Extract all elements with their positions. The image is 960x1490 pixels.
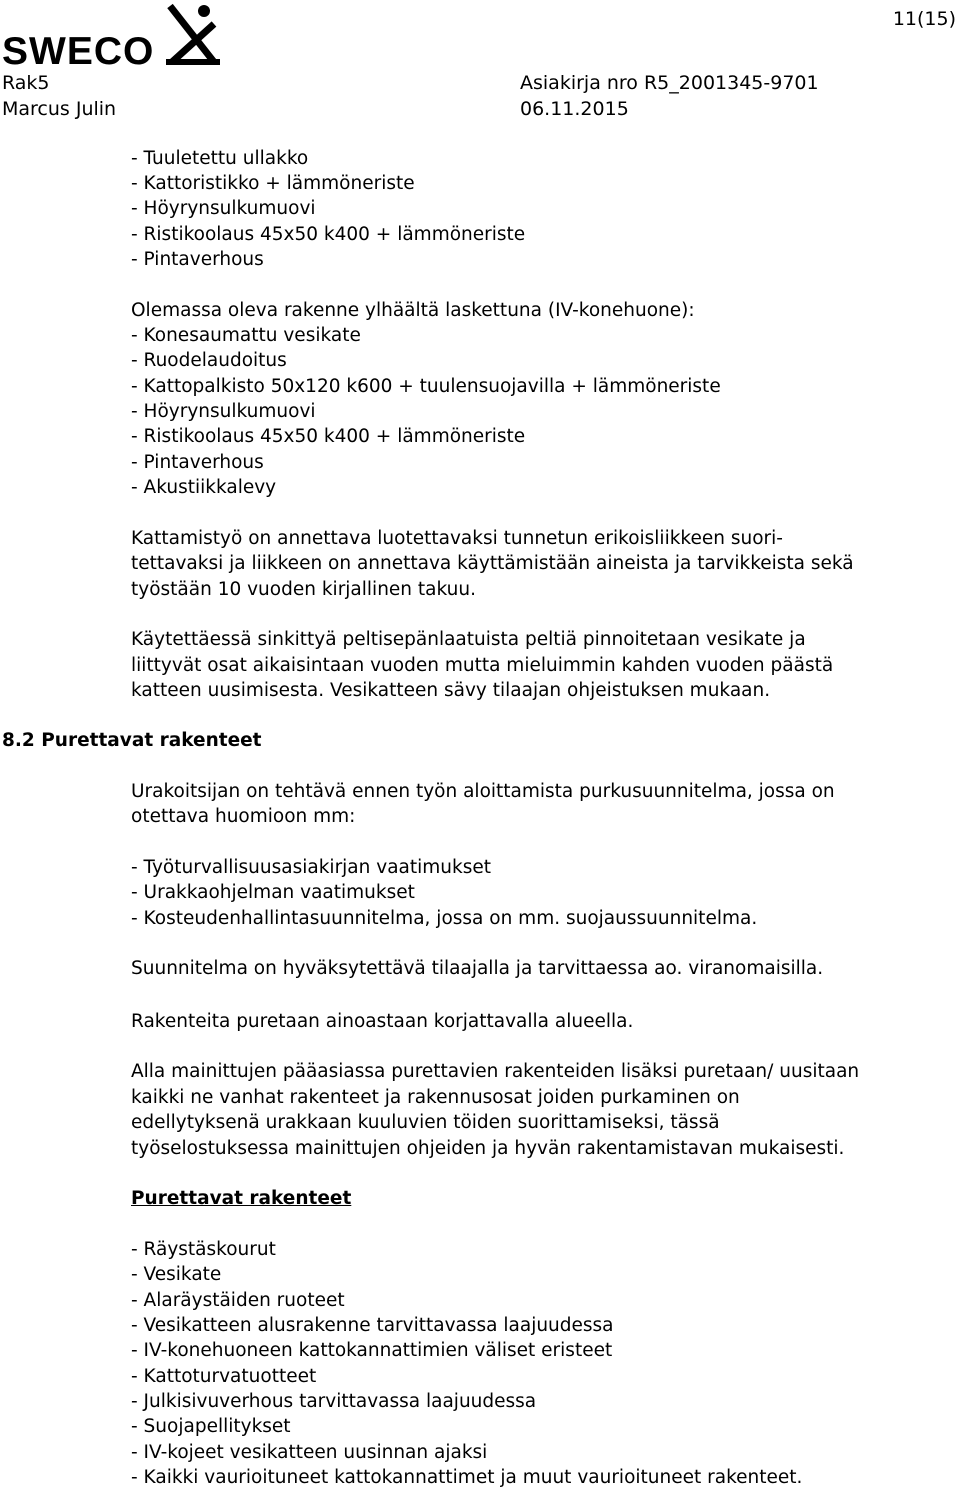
list-item: - Ristikoolaus 45x50 k400 + lämmöneriste bbox=[131, 426, 526, 447]
list-item: - Kattopalkisto 50x120 k600 + tuulensuojavilla + lämmöneriste bbox=[131, 376, 721, 397]
list-item: - Konesaumattu vesikate bbox=[131, 325, 361, 346]
paragraph-line: työstään 10 vuoden kirjallinen takuu. bbox=[131, 579, 476, 600]
paragraph-line: Käytettäessä sinkittyä peltisepänlaatuista peltiä pinnoitetaan vesikate ja bbox=[131, 629, 806, 650]
list-item: - Ruodelaudoitus bbox=[131, 350, 287, 371]
paragraph-line: tettavaksi ja liikkeen on annettava käyttämistään aineista ja tarvikkeista sekä bbox=[131, 553, 854, 574]
paragraph-line: Kattamistyö on annettava luotettavaksi tunnetun erikoisliikkeen suori- bbox=[131, 528, 783, 549]
paragraph-line: Rakenteita puretaan ainoastaan korjattavalla alueella. bbox=[131, 1011, 634, 1032]
list-item: - Alaräystäiden ruoteet bbox=[131, 1290, 345, 1311]
list-item: - Höyrynsulkumuovi bbox=[131, 401, 316, 422]
list-item: - Räystäskourut bbox=[131, 1239, 276, 1260]
list-item: - Akustiikkalevy bbox=[131, 477, 277, 498]
existing-structure-title: Olemassa oleva rakenne ylhäältä laskettuna (IV-konehuone): bbox=[131, 300, 695, 321]
list-item: - Kattoristikko + lämmöneriste bbox=[131, 173, 415, 194]
paragraph-line: Alla mainittujen pääasiassa purettavien rakenteiden lisäksi puretaan/ uusitaan bbox=[131, 1061, 860, 1082]
paragraph-line: Suunnitelma on hyväksytettävä tilaajalla ja tarvittaessa ao. viranomaisilla. bbox=[131, 958, 824, 979]
sweco-logo-icon bbox=[160, 2, 226, 68]
list-item: - Höyrynsulkumuovi bbox=[131, 198, 316, 219]
author-name: Marcus Julin bbox=[2, 98, 117, 120]
list-item: - IV-kojeet vesikatteen uusinnan ajaksi bbox=[131, 1442, 488, 1463]
project-code: Rak5 bbox=[2, 72, 50, 94]
list-item: - Julkisivuverhous tarvittavassa laajuudessa bbox=[131, 1391, 537, 1412]
list-item: - Kattoturvatuotteet bbox=[131, 1366, 317, 1387]
sweco-logo: SWECO bbox=[2, 30, 155, 73]
paragraph-line: kaikki ne vanhat rakenteet ja rakennusosat joiden purkaminen on bbox=[131, 1087, 740, 1108]
subheading: Purettavat rakenteet bbox=[131, 1188, 352, 1209]
list-item: - Suojapellitykset bbox=[131, 1416, 291, 1437]
paragraph-line: edellytyksenä urakkaan kuuluvien töiden suorittamiseksi, tässä bbox=[131, 1112, 720, 1133]
list-item: - Urakkaohjelman vaatimukset bbox=[131, 882, 415, 903]
list-item: - Työturvallisuusasiakirjan vaatimukset bbox=[131, 857, 492, 878]
paragraph-line: Urakoitsijan on tehtävä ennen työn aloittamista purkusuunnitelma, jossa on bbox=[131, 781, 835, 802]
list-item: - Kaikki vaurioituneet kattokannattimet ja muut vaurioituneet rakenteet. bbox=[131, 1467, 803, 1488]
section-heading: 8.2 Purettavat rakenteet bbox=[2, 730, 262, 751]
list-item: - Pintaverhous bbox=[131, 249, 264, 270]
list-item: - Tuuletettu ullakko bbox=[131, 148, 309, 169]
list-item: - Vesikatteen alusrakenne tarvittavassa laajuudessa bbox=[131, 1315, 614, 1336]
paragraph-line: katteen uusimisesta. Vesikatteen sävy tilaajan ohjeistuksen mukaan. bbox=[131, 680, 771, 701]
document-number: Asiakirja nro R5_2001345-9701 bbox=[520, 72, 819, 94]
page-number: 11(15) bbox=[892, 8, 956, 30]
list-item: - Kosteudenhallintasuunnitelma, jossa on mm. suojaussuunnitelma. bbox=[131, 908, 758, 929]
list-item: - IV-konehuoneen kattokannattimien väliset eristeet bbox=[131, 1340, 613, 1361]
list-item: - Vesikate bbox=[131, 1264, 222, 1285]
document-date: 06.11.2015 bbox=[520, 98, 629, 120]
paragraph-line: työselostuksessa mainittujen ohjeiden ja hyvän rakentamistavan mukaisesti. bbox=[131, 1138, 845, 1159]
paragraph-line: liittyvät osat aikaisintaan vuoden mutta mieluimmin kahden vuoden päästä bbox=[131, 655, 834, 676]
list-item: - Pintaverhous bbox=[131, 452, 264, 473]
list-item: - Ristikoolaus 45x50 k400 + lämmöneriste bbox=[131, 224, 526, 245]
paragraph-line: otettava huomioon mm: bbox=[131, 806, 356, 827]
